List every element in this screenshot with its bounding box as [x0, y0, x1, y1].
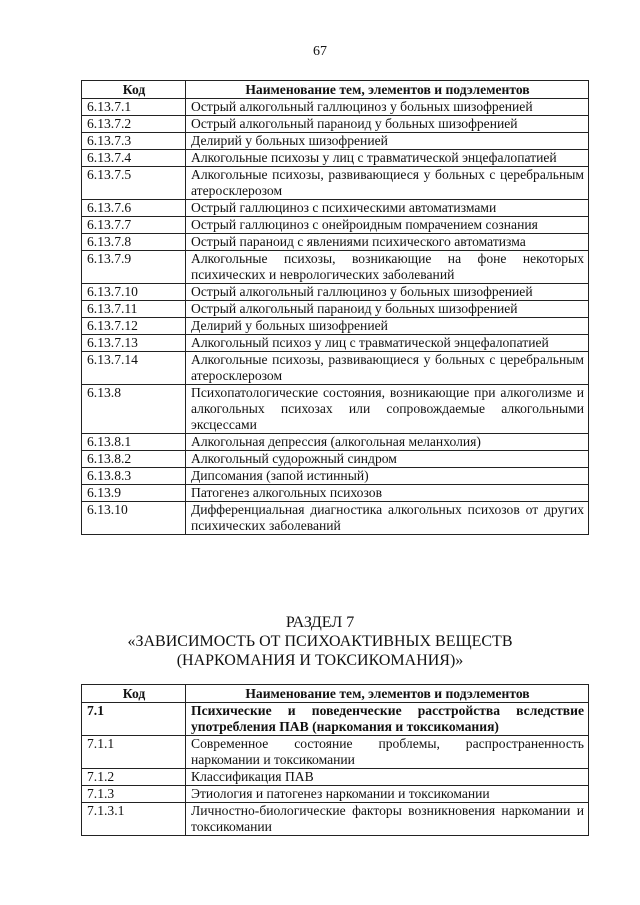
table-row — [82, 133, 589, 150]
row-code: 6.13.7.7 — [82, 217, 186, 234]
row-name: Этиология и патогенез наркомании и токсикомании — [186, 786, 589, 803]
row-code: 6.13.7.12 — [82, 318, 186, 335]
row-name: Острый галлюциноз с психическими автоматизмами — [186, 200, 589, 217]
row-name: Дипсомания (запой истинный) — [186, 468, 589, 485]
table-row — [82, 451, 589, 468]
table-row — [82, 786, 589, 803]
row-name: Алкогольный психоз у лиц с травматической энцефалопатией — [186, 335, 589, 352]
row-code: 7.1.3 — [82, 786, 186, 803]
row-code: 6.13.7.6 — [82, 200, 186, 217]
row-code: 6.13.7.10 — [82, 284, 186, 301]
row-name: Острый галлюциноз с онейроидным помрачением сознания — [186, 217, 589, 234]
row-name: Психические и поведенческие расстройства вследствие употребления ПАВ (наркомания и токсикомания) — [186, 703, 589, 736]
table-row — [82, 769, 589, 786]
table-row — [82, 385, 589, 434]
table-row — [82, 200, 589, 217]
section-heading — [100, 613, 540, 670]
row-name: Алкогольные психозы, возникающие на фоне некоторых психических и неврологических заболеваний — [186, 251, 589, 284]
table-row — [82, 284, 589, 301]
table-row — [82, 502, 589, 535]
table-row — [82, 251, 589, 284]
row-name: Алкогольный судорожный синдром — [186, 451, 589, 468]
table-row — [82, 167, 589, 200]
table-row — [82, 485, 589, 502]
row-code: 6.13.7.14 — [82, 352, 186, 385]
column-header-name: Наименование тем, элементов и подэлементов — [186, 685, 589, 703]
row-code: 6.13.7.3 — [82, 133, 186, 150]
row-name: Классификация ПАВ — [186, 769, 589, 786]
column-header-code: Код — [82, 685, 186, 703]
table-row — [82, 301, 589, 318]
section-subtitle-line-1: «ЗАВИСИМОСТЬ ОТ ПСИХОАКТИВНЫХ ВЕЩЕСТВ — [127, 633, 513, 650]
table-row — [82, 352, 589, 385]
row-name: Патогенез алкогольных психозов — [186, 485, 589, 502]
row-code: 6.13.7.11 — [82, 301, 186, 318]
column-header-code: Код — [82, 81, 186, 99]
row-name: Алкогольная депрессия (алкогольная меланхолия) — [186, 434, 589, 451]
column-header-name: Наименование тем, элементов и подэлементов — [186, 81, 589, 99]
row-code: 6.13.10 — [82, 502, 186, 535]
row-code: 6.13.7.1 — [82, 99, 186, 116]
row-name: Делирий у больных шизофренией — [186, 318, 589, 335]
row-name: Алкогольные психозы, развивающиеся у больных с церебральным атеросклерозом — [186, 167, 589, 200]
row-code: 6.13.7.8 — [82, 234, 186, 251]
row-name: Алкогольные психозы, развивающиеся у больных с церебральным атеросклерозом — [186, 352, 589, 385]
row-code: 6.13.7.13 — [82, 335, 186, 352]
table-row — [82, 335, 589, 352]
row-code: 7.1.1 — [82, 736, 186, 769]
table-header-row — [82, 685, 589, 703]
table-row — [82, 116, 589, 133]
row-code: 7.1.3.1 — [82, 803, 186, 836]
table-header-row — [82, 81, 589, 99]
row-name: Острый алкогольный параноид у больных шизофренией — [186, 116, 589, 133]
topics-table-section-7 — [81, 684, 589, 836]
row-code: 7.1 — [82, 703, 186, 736]
row-name: Острый алкогольный параноид у больных шизофренией — [186, 301, 589, 318]
row-code: 6.13.8.3 — [82, 468, 186, 485]
section-subtitle-line-2: (НАРКОМАНИЯ И ТОКСИКОМАНИЯ)» — [176, 652, 464, 669]
table-row — [82, 703, 589, 736]
row-code: 6.13.8.1 — [82, 434, 186, 451]
row-name: Острый алкогольный галлюциноз у больных шизофренией — [186, 284, 589, 301]
row-code: 6.13.7.5 — [82, 167, 186, 200]
table-row — [82, 468, 589, 485]
table-row — [82, 217, 589, 234]
row-code: 6.13.8.2 — [82, 451, 186, 468]
table-row — [82, 318, 589, 335]
topics-table-section-6 — [81, 80, 589, 535]
page-number: 67 — [313, 44, 327, 59]
row-code: 7.1.2 — [82, 769, 186, 786]
row-code: 6.13.9 — [82, 485, 186, 502]
row-name: Острый алкогольный галлюциноз у больных шизофренией — [186, 99, 589, 116]
row-name: Делирий у больных шизофренией — [186, 133, 589, 150]
table-row — [82, 736, 589, 769]
row-name: Психопатологические состояния, возникающие при алкоголизме и алкогольных психозах или сопровождаемые алкогольными эксцессами — [186, 385, 589, 434]
section-title: РАЗДЕЛ 7 — [285, 614, 355, 631]
row-name: Алкогольные психозы у лиц с травматической энцефалопатией — [186, 150, 589, 167]
row-code: 6.13.8 — [82, 385, 186, 434]
table-row — [82, 434, 589, 451]
table-row — [82, 234, 589, 251]
table-row — [82, 803, 589, 836]
row-name: Современное состояние проблемы, распространенность наркомании и токсикомании — [186, 736, 589, 769]
row-code: 6.13.7.2 — [82, 116, 186, 133]
row-code: 6.13.7.9 — [82, 251, 186, 284]
row-name: Личностно-биологические факторы возникновения наркомании и токсикомании — [186, 803, 589, 836]
table-row — [82, 150, 589, 167]
row-code: 6.13.7.4 — [82, 150, 186, 167]
table-row — [82, 99, 589, 116]
row-name: Дифференциальная диагностика алкогольных психозов от других психических заболеваний — [186, 502, 589, 535]
row-name: Острый параноид с явлениями психического автоматизма — [186, 234, 589, 251]
